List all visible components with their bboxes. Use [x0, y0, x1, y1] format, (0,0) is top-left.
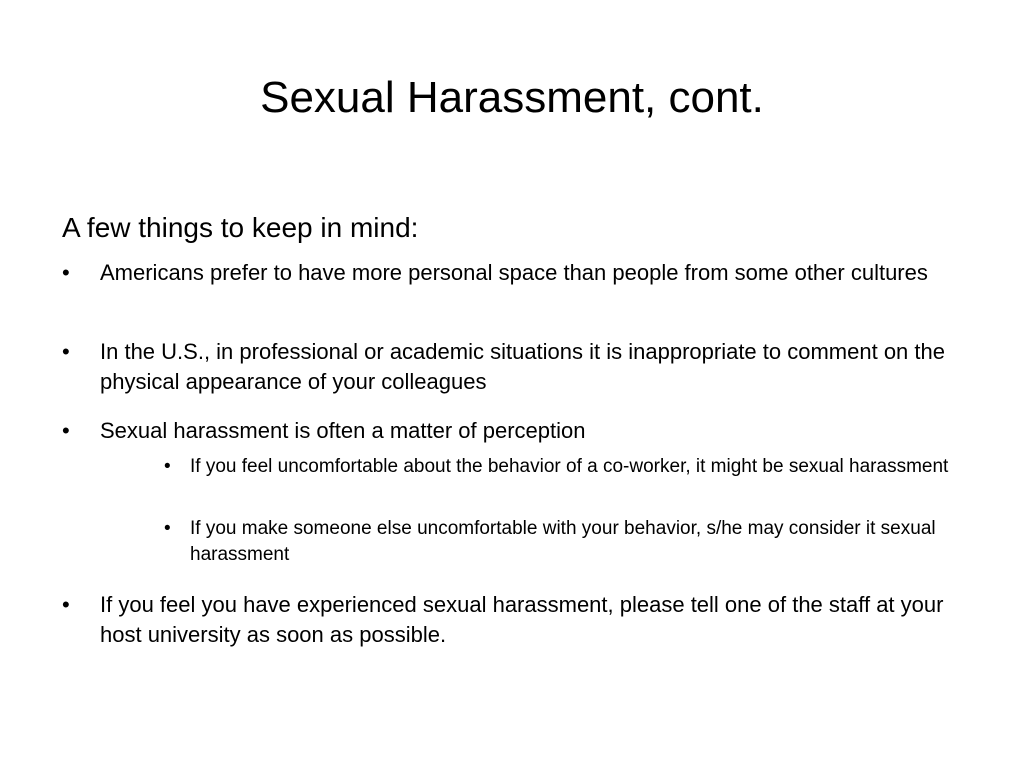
sub-bullet-text: If you feel uncomfortable about the behavior of a co-worker, it might be sexual harassment	[190, 456, 949, 477]
bullet-marker: •	[62, 592, 70, 617]
slide-intro: A few things to keep in mind:	[62, 212, 419, 243]
bullet-marker: •	[62, 418, 70, 443]
sub-bullet-text: If you make someone else uncomfortable with your behavior, s/he may consider it sexual harassment	[190, 518, 936, 565]
sub-bullet-marker: •	[164, 456, 171, 477]
bullet-item	[62, 258, 962, 288]
bullet-item	[62, 337, 962, 397]
sub-bullet-marker: •	[164, 518, 171, 539]
bullet-item	[62, 590, 962, 650]
sub-bullet-item	[164, 454, 964, 480]
bullet-marker: •	[62, 339, 70, 364]
sub-bullet-item	[164, 516, 964, 568]
bullet-marker: •	[62, 260, 70, 285]
bullet-item	[62, 416, 962, 446]
bullet-text: Sexual harassment is often a matter of perception	[100, 418, 586, 443]
slide-title: Sexual Harassment, cont.	[260, 73, 764, 122]
bullet-text: Americans prefer to have more personal space than people from some other cultures	[100, 260, 928, 285]
bullet-text: If you feel you have experienced sexual harassment, please tell one of the staff at your host university as soon as possible.	[100, 592, 944, 647]
bullet-text: In the U.S., in professional or academic situations it is inappropriate to comment on the physical appearance of your colleagues	[100, 339, 945, 394]
